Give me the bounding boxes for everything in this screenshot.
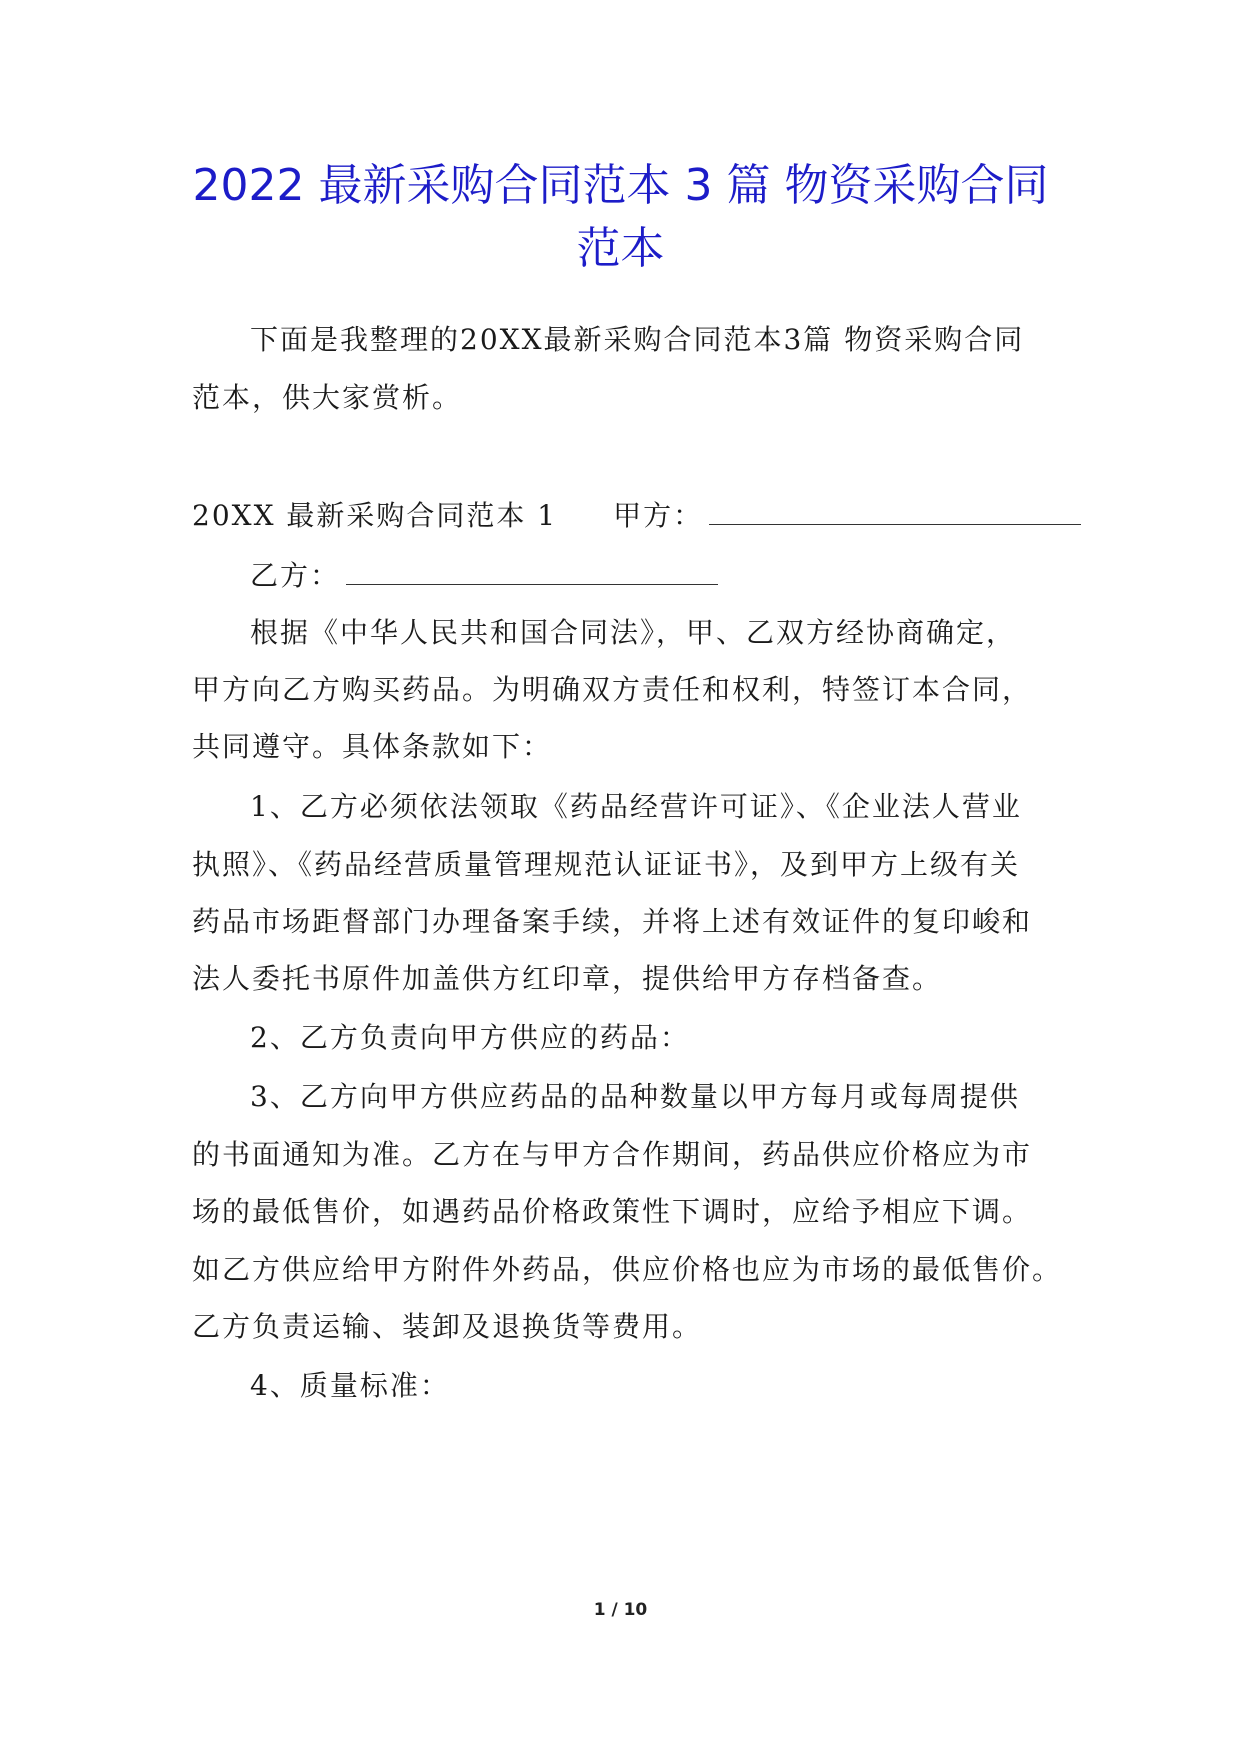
party-b-blank [346, 558, 718, 585]
document-title-line-2: 范本 [576, 223, 665, 274]
party-b-row [250, 556, 1050, 596]
party-a-label: 甲方： [613, 499, 704, 532]
intro-line-1: 下面是我整理的20XX最新采购合同范本3篇 物资采购合同 [250, 323, 1025, 356]
item1-line-3: 药品市场距督部门办理备案手续，并将上述有效证件的复印峻和 [192, 905, 1033, 938]
item2-line: 2、乙方负责向甲方供应的药品： [250, 1021, 690, 1054]
item3-line-3: 场的最低售价，如遇药品价格政策性下调时，应给予相应下调。 [192, 1195, 1033, 1228]
item3-line-4: 如乙方供应给甲方附件外药品，供应价格也应为市场的最低售价。 [192, 1253, 1063, 1286]
page-number: 1 / 10 [593, 1600, 648, 1620]
item3-line-2: 的书面通知为准。乙方在与甲方合作期间，药品供应价格应为市 [192, 1138, 1033, 1171]
contract-heading: 20XX 最新采购合同范本 1 [192, 499, 558, 532]
item4-line: 4、质量标准： [250, 1369, 450, 1402]
item3-line-1: 3、乙方向甲方供应药品的品种数量以甲方每月或每周提供 [250, 1080, 1020, 1113]
para1-line-3: 共同遵守。具体条款如下： [192, 730, 553, 763]
party-b-label: 乙方： [250, 559, 341, 592]
intro-line-2: 范本，供大家赏析。 [192, 381, 463, 414]
party-a-blank [709, 498, 1081, 525]
para1-line-1: 根据《中华人民共和国合同法》，甲、乙双方经协商确定， [250, 616, 1017, 649]
item3-line-5: 乙方负责运输、装卸及退换货等费用。 [192, 1310, 703, 1343]
item1-line-1: 1、乙方必须依法领取《药品经营许可证》、《企业法人营业 [250, 790, 1022, 823]
document-title-line-1: 2022 最新采购合同范本 3 篇 物资采购合同 [192, 160, 1049, 211]
item1-line-2: 执照》、《药品经营质量管理规范认证证书》，及到甲方上级有关 [192, 848, 1021, 881]
para1-line-2: 甲方向乙方购买药品。为明确双方责任和权利，特签订本合同， [192, 673, 1033, 706]
item1-line-4: 法人委托书原件加盖供方红印章，提供给甲方存档备查。 [192, 962, 943, 995]
contract-heading-row [192, 496, 1050, 536]
